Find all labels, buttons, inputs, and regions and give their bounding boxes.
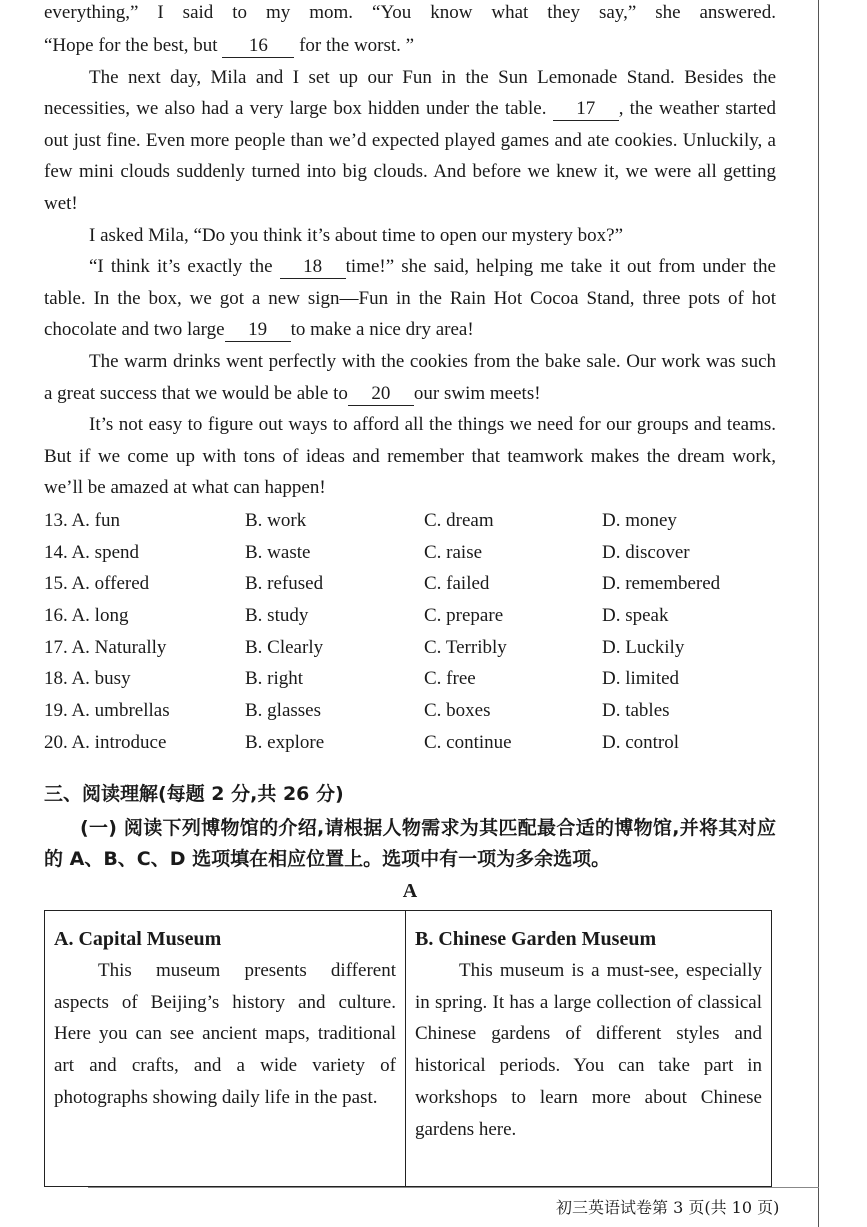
option-c[interactable]: C. prepare	[424, 605, 504, 627]
page-fold-line	[818, 0, 819, 1227]
option-a[interactable]: 13. A. fun	[44, 510, 120, 531]
blank-17[interactable]: 17	[553, 98, 619, 121]
question-13	[44, 505, 784, 537]
option-b[interactable]: B. refused	[245, 573, 324, 595]
answer-options	[44, 505, 784, 759]
question-18	[44, 663, 784, 695]
museum-table	[44, 910, 772, 1187]
option-b[interactable]: B. glasses	[245, 700, 321, 722]
option-b[interactable]: B. waste	[245, 541, 311, 563]
question-17	[44, 632, 784, 664]
museum-desc-a: This museum presents different aspects of Beijing’s history and culture. Here you can see ancient maps, traditional art and crafts, and a wide variety of photographs showing daily life in the past.	[54, 960, 396, 1108]
footer-rule	[88, 1187, 819, 1188]
option-b[interactable]: B. explore	[245, 731, 325, 753]
question-15	[44, 568, 784, 600]
paragraph-6: It’s not easy to figure out ways to afford all the things we need for our groups and teams. But if we come up with tons of ideas and remember that teamwork makes the dream work, we’ll be amazed at what can happen!	[44, 414, 776, 499]
paragraph-1: “Hope for the best, but 16 for the worst. ”	[44, 35, 415, 56]
museum-desc-b: This museum is a must-see, especially in spring. It has a large collection of classical Chinese gardens of different styles and historical periods. You can take part in workshops to learn more about Chinese gardens here.	[415, 960, 762, 1140]
option-a[interactable]: 14. A. spend	[44, 541, 139, 563]
option-c[interactable]: C. failed	[424, 573, 490, 595]
page-footer: 初三英语试卷第 3 页(共 10 页)	[556, 1198, 780, 1217]
paragraph-3: I asked Mila, “Do you think it’s about time to open our mystery box?”	[89, 224, 624, 246]
paragraph-5: The warm drinks went perfectly with the cookies from the bake sale. Our work was such a great success that we would be able to 20 our swim meets!	[44, 350, 776, 404]
option-d[interactable]: D. Luckily	[602, 636, 685, 658]
question-14	[44, 537, 784, 569]
option-d[interactable]: D. limited	[602, 668, 680, 690]
option-b[interactable]: B. right	[245, 668, 304, 690]
option-b[interactable]: B. work	[245, 510, 307, 531]
paragraph-4: “I think it’s exactly the 18 time!” she said, helping me take it out from under the table. In the box, we got a new sign—Fun in the Rain Hot Cocoa Stand, three pots of hot chocolate and two large 19 to make a nice dry area!	[44, 256, 776, 341]
blank-18[interactable]: 18	[280, 256, 346, 279]
option-b[interactable]: B. Clearly	[245, 636, 324, 658]
option-a[interactable]: 16. A. long	[44, 605, 129, 627]
option-c[interactable]: C. raise	[424, 541, 483, 563]
option-b[interactable]: B. study	[245, 605, 309, 627]
blank-19[interactable]: 19	[225, 319, 291, 342]
passage-line-1: everything,” I said to my mom. “You know what they say,” she answered.	[44, 2, 776, 23]
option-d[interactable]: D. tables	[602, 700, 670, 722]
option-a[interactable]: 19. A. umbrellas	[44, 700, 170, 722]
option-d[interactable]: D. money	[602, 510, 677, 531]
blank-20[interactable]: 20	[348, 383, 414, 406]
option-c[interactable]: C. continue	[424, 731, 512, 753]
option-d[interactable]: D. discover	[602, 541, 690, 563]
paragraph-2: The next day, Mila and I set up our Fun in the Sun Lemonade Stand. Besides the necessities, we also had a very large box hidden under the table. 17 , the weather started out just fine. Even more people than we’d expected played games and ate cookies. Unluckily, a few mini clouds suddenly turned into big clouds. And before we knew it, we were all getting wet!	[44, 66, 776, 214]
option-c[interactable]: C. Terribly	[424, 636, 507, 658]
option-c[interactable]: C. boxes	[424, 700, 491, 722]
option-d[interactable]: D. control	[602, 731, 680, 753]
option-d[interactable]: D. remembered	[602, 573, 721, 595]
option-c[interactable]: C. free	[424, 668, 476, 690]
section-title: 三、阅读理解(每题 2 分,共 26 分)	[44, 783, 344, 805]
museum-name-b: B. Chinese Garden Museum	[415, 928, 657, 950]
section-instruction: (一) 阅读下列博物馆的介绍,请根据人物需求为其匹配最合适的博物馆,并将其对应的 A、B、C、D 选项填在相应位置上。选项中有一项为多余选项。	[44, 817, 776, 870]
option-a[interactable]: 20. A. introduce	[44, 731, 167, 753]
cloze-passage	[44, 30, 776, 504]
option-d[interactable]: D. speak	[602, 605, 669, 627]
question-20	[44, 727, 784, 759]
option-a[interactable]: 15. A. offered	[44, 573, 150, 595]
part-label: A	[402, 880, 418, 902]
museum-cell-b	[406, 911, 771, 1186]
museum-name-a: A. Capital Museum	[54, 928, 222, 950]
museum-cell-a	[45, 911, 406, 1186]
blank-16[interactable]: 16	[222, 35, 294, 58]
option-a[interactable]: 18. A. busy	[44, 668, 131, 690]
option-a[interactable]: 17. A. Naturally	[44, 636, 167, 658]
question-16	[44, 600, 784, 632]
question-19	[44, 695, 784, 727]
option-c[interactable]: C. dream	[424, 510, 494, 531]
